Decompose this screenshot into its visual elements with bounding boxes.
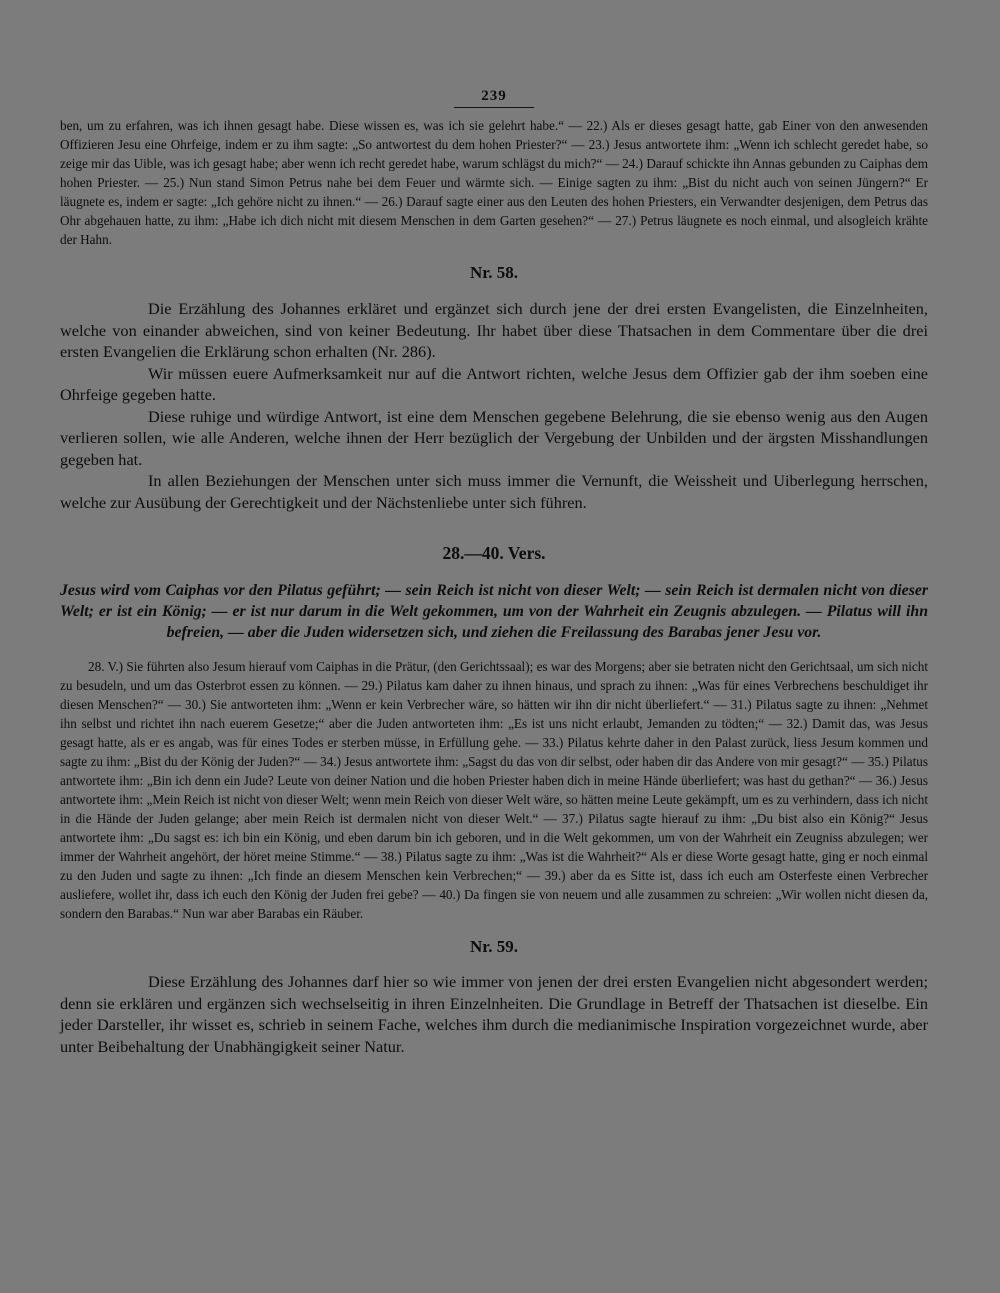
continued-verses-paragraph: ben, um zu erfahren, was ich ihnen gesagt habe. Diese wissen es, was ich sie gelehrt habe.“ — 22.) Als er dieses gesagt hatte, gab Einer von den anwesenden Offizieren Jesu eine Ohrfeige, indem er zu ihm sagte: „So antwortest du dem hohen Priester?“ — 23.) Jesus antwortete ihm: „Wenn ich schlecht geredet habe, so zeige mir das Uible, was ich gesagt habe; aber wenn ich recht geredet habe, warum schlägst du mich?“ — 24.) Darauf schickte ihn Annas gebunden zu Caiphas dem hohen Priester. — 25.) Nun stand Simon Petrus nahe bei dem Feuer und wärmte sich. — Einige sagten zu ihm: „Bist du nicht auch von seinen Jüngern?“ Er läugnete es, indem er sagte: „Ich gehöre nicht zu ihnen.“ — 26.) Darauf sagte einer aus den Leuten des hohen Priesters, ein Verwandter desjenigen, dem Petrus das Ohr abgehauen hatte, zu ihm: „Habe ich dich nicht mit diesem Menschen in dem Garten gesehen?“ — 27.) Petrus läugnete es noch einmal, und alsogleich krähte der Hahn. (60, 118, 928, 247)
verse-summary: Jesus wird vom Caiphas vor den Pilatus geführt; — sein Reich ist nicht von dieser Welt; — sein Reich ist dermalen nicht von dieser Welt; er ist ein König; — er ist nur darum in die Welt gekommen, um von der Wahrheit ein Zeugnis abzulegen. — Pilatus will ihn befreien, — aber die Juden widersetzen sich, und ziehen die Freilassung des Barabas jener Jesu vor. (60, 582, 928, 641)
section-heading-nr58: Nr. 58. (469, 263, 518, 282)
verse-range-heading: 28.—40. Vers. (442, 543, 546, 563)
nr59-paragraph: Diese Erzählung des Johannes darf hier so wie immer von jenen der drei ersten Evangelien nicht abgesondert werden; denn sie erklären und ergänzen sich wechselseitig in ihren Einzelnheiten. Die Grundlage in Betreff der Thatsachen ist dieselbe. Ein jeder Darsteller, ihr wisset es, schrieb in seinem Fache, welches ihm durch die medianimische Inspiration vorgezeichnet wurde, aber unter Beibehaltung der Unabhängigkeit seiner Natur. (60, 972, 928, 1056)
nr58-paragraph-4: In allen Beziehungen der Menschen unter sich muss immer die Vernunft, die Weissheit und Uiberlegung herrschen, welche zur Ausübung der Gerechtigkeit und der Nächstenliebe unter sich führen. (60, 471, 928, 512)
section-heading-nr59: Nr. 59. (469, 937, 518, 956)
section-nr58-body (60, 298, 928, 513)
section-nr59-body (60, 971, 928, 1057)
nr58-paragraph-3: Diese ruhige und würdige Antwort, ist eine dem Menschen gegebene Belehrung, die sie ebenso wenig aus den Augen verlieren sollen, wie alle Anderen, welche ihnen der Herr bezüglich der Vergebung der Unbilden und der ärgsten Misshandlungen gegeben hat. (60, 406, 928, 469)
nr58-paragraph-2: Wir müssen euere Aufmerksamkeit nur auf die Antwort richten, welche Jesus dem Offizier gab der ihm soeben eine Ohrfeige gegeben hatte. (60, 363, 928, 404)
book-page (60, 88, 928, 1057)
verses-paragraph: 28. V.) Sie führten also Jesum hierauf vom Caiphas in die Prätur, (den Gerichtssaal); es war des Morgens; aber sie betraten nicht den Gerichtsaal, um sich nicht zu besudeln, und um das Osterbrot essen zu können. — 29.) Pilatus kam daher zu ihnen hinaus, und sprach zu ihnen: „Was für eines Verbrechens beschuldiget ihr diesen Menschen?“ — 30.) Sie antworteten ihm: „Wenn er kein Verbrecher wäre, so hätten wir ihn dir nicht überliefert.“ — 31.) Pilatus sagte zu ihnen: „Nehmet ihn selbst und richtet ihn nach euerem Gesetze;“ aber die Juden antworteten ihm: „Es ist uns nicht erlaubt, Jemanden zu tödten;“ — 32.) Damit das, was Jesus gesagt hatte, als er es angab, was für eines Todes er sterben müsse, in Erfüllung gehe. — 33.) Pilatus kehrte daher in den Palast zurück, liess Jesum kommen und sagte zu ihm: „Bist du der König der Juden?“ — 34.) Jesus antwortete ihm: „Sagst du das von dir selbst, oder haben dir das Andere von mir gesagt?“ — 35.) Pilatus antwortete ihm: „Bin ich denn ein Jude? Leute von deiner Nation und die hoben Priester haben dich in meine Hände überliefert; was hast du gethan?“ — 36.) Jesus antwortete ihm: „Mein Reich ist nicht von dieser Welt; wenn mein Reich von dieser Welt wäre, so hätten meine Leute gekämpft, um es zu verhindern, dass ich nicht in die Hände der Juden gelange; aber mein Reich ist dermalen nicht von dieser Welt.“ — 37.) Pilatus sagte hierauf zu ihm: „Du bist also ein König?“ Jesus antwortete ihm: „Du sagst es: ich bin ein König, und eben darum bin ich geboren, und in die Welt gekommen, um von der Wahrheit ein Zeugniss abzulegen; wer immer der Wahrheit angehört, der höret meine Stimme.“ — 38.) Pilatus sagte zu ihm: „Was ist die Wahrheit?“ Als er diese Worte gesagt hatte, ging er noch einmal zu den Juden und sagte zu ihnen: „Ich finde an diesem Menschen kein Verbrechen;“ — 39.) aber da es Sitte ist, dass ich euch am Osterfeste einen Verbrecher ausliefere, wollet ihr, dass ich euch den König der Juden frei gebe? — 40.) Da fingen sie von neuem und alle zusammen zu schreien: „Wir wollen nicht diesen da, sondern den Barabas.“ Nun war aber Barabas ein Räuber. (60, 659, 928, 921)
page-number: 239 (454, 88, 534, 108)
nr58-paragraph-1: Die Erzählung des Johannes erkläret und ergänzet sich durch jene der drei ersten Evangelisten, die Einzelnheiten, welche von einander abweichen, sind von keiner Bedeutung. Ihr habet über diese Thatsachen in dem Commentare über die drei ersten Evangelien die Erklärung schon erhalten (Nr. 286). (60, 299, 928, 361)
